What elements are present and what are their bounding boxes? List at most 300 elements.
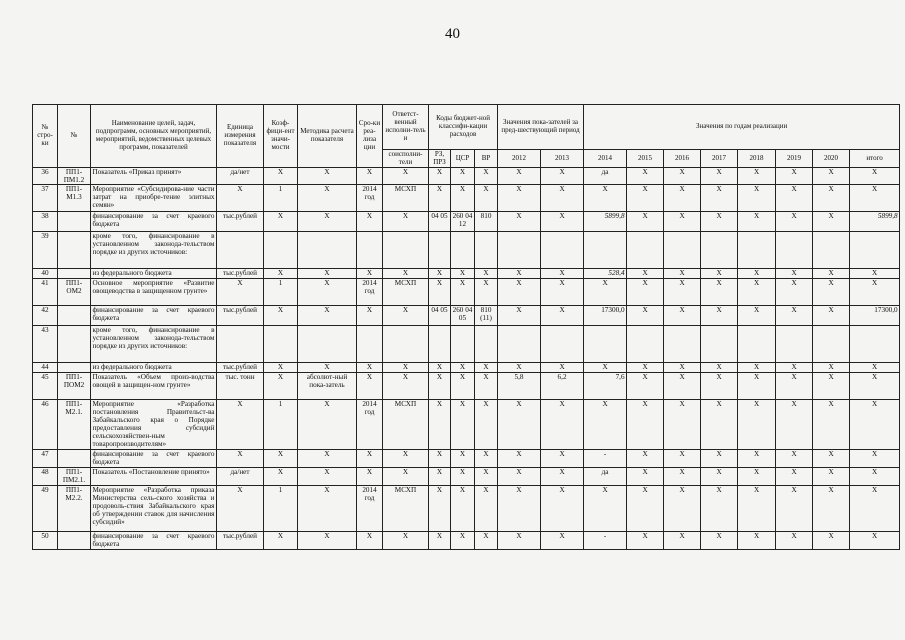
row-coef: 1 bbox=[264, 400, 298, 449]
row-code-vr: X bbox=[475, 531, 498, 549]
row-code-rz: X bbox=[429, 531, 451, 549]
row-value-2012: 5,8 bbox=[498, 373, 541, 400]
row-term: X bbox=[357, 168, 383, 185]
row-value-итого: X bbox=[850, 400, 900, 449]
row-method bbox=[298, 232, 357, 269]
row-value-2016: X bbox=[664, 467, 701, 485]
row-method: X bbox=[298, 168, 357, 185]
row-coef: 1 bbox=[264, 185, 298, 212]
row-method: X bbox=[298, 306, 357, 326]
row-value-2014: X bbox=[584, 485, 627, 531]
row-value-2015 bbox=[627, 326, 664, 363]
row-code-csr: X bbox=[451, 168, 475, 185]
row-term: X bbox=[357, 467, 383, 485]
row-code: ПП1-М2.2. bbox=[58, 485, 91, 531]
row-value-2020: X bbox=[813, 485, 850, 531]
row-value-2016: X bbox=[664, 449, 701, 467]
row-value-2016: X bbox=[664, 306, 701, 326]
row-value-2020 bbox=[813, 326, 850, 363]
row-exec: X bbox=[383, 269, 429, 279]
row-code bbox=[58, 232, 91, 269]
page-number: 40 bbox=[445, 26, 460, 42]
row-value-2014: да bbox=[584, 168, 627, 185]
row-value-2017: X bbox=[701, 363, 738, 373]
header-year-2020: 2020 bbox=[813, 150, 850, 168]
row-number: 39 bbox=[33, 232, 58, 269]
row-value-2013: X bbox=[541, 485, 584, 531]
row-value-итого bbox=[850, 232, 900, 269]
row-value-2017: X bbox=[701, 306, 738, 326]
row-value-2015: X bbox=[627, 185, 664, 212]
row-value-2016: X bbox=[664, 485, 701, 531]
row-method: X bbox=[298, 400, 357, 449]
row-code-rz: X bbox=[429, 168, 451, 185]
row-term: 2014 год bbox=[357, 279, 383, 306]
row-value-2015: X bbox=[627, 269, 664, 279]
row-coef: X bbox=[264, 449, 298, 467]
header-code-vr: ВР bbox=[475, 150, 498, 168]
row-exec: МСХП bbox=[383, 485, 429, 531]
row-unit: X bbox=[217, 400, 264, 449]
row-value-итого: X bbox=[850, 279, 900, 306]
row-value-2019 bbox=[776, 232, 813, 269]
row-value-2019 bbox=[776, 326, 813, 363]
header-terms: Сро-ки реа-лиза ции bbox=[357, 105, 383, 168]
row-unit: X bbox=[217, 449, 264, 467]
row-value-2012: X bbox=[498, 269, 541, 279]
row-value-2019: X bbox=[776, 168, 813, 185]
row-value-2014: X bbox=[584, 400, 627, 449]
row-code: ПП1-М1.3 bbox=[58, 185, 91, 212]
header-year-2012: 2012 bbox=[498, 150, 541, 168]
row-name: финансирование за счет краевого бюджета bbox=[92, 531, 215, 548]
table-row bbox=[33, 363, 900, 373]
row-value-2017 bbox=[701, 232, 738, 269]
row-number: 38 bbox=[33, 212, 58, 232]
row-value-2013: X bbox=[541, 279, 584, 306]
row-code-csr bbox=[451, 326, 475, 363]
row-number: 44 bbox=[33, 363, 58, 373]
row-code-vr: X bbox=[475, 363, 498, 373]
row-value-2017: X bbox=[701, 168, 738, 185]
row-value-итого: X bbox=[850, 363, 900, 373]
row-value-2012: X bbox=[498, 531, 541, 549]
row-value-2015: X bbox=[627, 449, 664, 467]
row-term: X bbox=[357, 373, 383, 400]
row-value-2012: X bbox=[498, 485, 541, 531]
row-code-rz: X bbox=[429, 185, 451, 212]
row-value-2016: X bbox=[664, 279, 701, 306]
row-code-vr: 810 (11) bbox=[475, 306, 498, 326]
row-value-2018: X bbox=[738, 373, 776, 400]
header-method: Методика расчета показателя bbox=[298, 105, 357, 168]
row-value-итого: X bbox=[850, 185, 900, 212]
row-exec: МСХП bbox=[383, 185, 429, 212]
row-code-csr: 260 04 12 bbox=[451, 212, 475, 232]
row-name: финансирование за счет краевого бюджета bbox=[92, 449, 215, 466]
row-name: Мероприятие «Разработка приказа Министерства сель-ского хозяйства и продоволь-ствия Забайкальского края об утверждении ставок для начисления субсидий» bbox=[91, 485, 217, 531]
row-value-2013: X bbox=[541, 467, 584, 485]
row-code bbox=[58, 306, 91, 326]
row-code-csr: X bbox=[451, 449, 475, 467]
row-name: Мероприятие «Разработка постановления Правительст-ва Забайкальского края о Порядке предоставления субсидий сельскохозяйствен-ным товаропроизводителям» bbox=[92, 400, 215, 449]
row-term: X bbox=[357, 531, 383, 549]
row-term: X bbox=[357, 363, 383, 373]
row-code-vr bbox=[475, 326, 498, 363]
row-value-2013: X bbox=[541, 185, 584, 212]
row-name: финансирование за счет краевого бюджета bbox=[91, 306, 217, 326]
row-exec: X bbox=[383, 363, 429, 373]
row-value-2013: 6,2 bbox=[541, 373, 584, 400]
row-value-2020: X bbox=[813, 269, 850, 279]
row-value-2012: X bbox=[498, 212, 541, 232]
row-value-2013: X bbox=[541, 168, 584, 185]
row-exec: МСХП bbox=[383, 279, 429, 306]
row-code-csr: X bbox=[451, 269, 475, 279]
row-value-2015: X bbox=[627, 168, 664, 185]
header-year-2014: 2014 bbox=[584, 150, 627, 168]
row-code-vr: X bbox=[475, 485, 498, 531]
row-value-2017: X bbox=[701, 531, 738, 549]
row-value-2013: X bbox=[541, 400, 584, 449]
row-value-2014: X bbox=[584, 185, 627, 212]
row-value-2020: X bbox=[813, 400, 850, 449]
row-value-2013: X bbox=[541, 212, 584, 232]
row-value-2015: X bbox=[627, 531, 664, 549]
row-number: 40 bbox=[33, 269, 58, 279]
row-code: ПП1-М2.1. bbox=[58, 400, 91, 449]
row-number: 49 bbox=[33, 485, 58, 531]
row-value-2018: X bbox=[738, 306, 776, 326]
row-value-2020: X bbox=[813, 467, 850, 485]
row-method: X bbox=[298, 485, 357, 531]
row-value-2020: X bbox=[813, 531, 850, 549]
row-number: 43 bbox=[33, 326, 58, 363]
row-coef: X bbox=[264, 531, 298, 549]
header-year-2016: 2016 bbox=[664, 150, 701, 168]
row-value-итого: X bbox=[850, 373, 900, 400]
row-number: 46 bbox=[33, 400, 58, 449]
row-number: 41 bbox=[33, 279, 58, 306]
row-value-2016: X bbox=[664, 269, 701, 279]
row-value-итого: X bbox=[850, 168, 900, 185]
row-value-2013 bbox=[541, 326, 584, 363]
table-row bbox=[33, 449, 900, 467]
row-name: финансирование за счет краевого бюджета bbox=[91, 212, 217, 232]
header-year-2017: 2017 bbox=[701, 150, 738, 168]
row-value-2019: X bbox=[776, 185, 813, 212]
row-value-2012: X bbox=[498, 168, 541, 185]
row-value-2019: X bbox=[776, 467, 813, 485]
row-exec bbox=[383, 326, 429, 363]
row-value-2018 bbox=[738, 232, 776, 269]
row-value-2016: X bbox=[664, 373, 701, 400]
row-value-2019: X bbox=[776, 373, 813, 400]
row-method: абсолют-ный пока-затель bbox=[298, 373, 357, 400]
row-value-2019: X bbox=[776, 363, 813, 373]
table-row bbox=[33, 485, 900, 531]
row-code-vr: X bbox=[475, 185, 498, 212]
row-value-2013: X bbox=[541, 449, 584, 467]
header-report: Значения пока-зателей за пред-шествующий период bbox=[498, 105, 584, 150]
row-value-2014 bbox=[584, 326, 627, 363]
row-code-csr: 260 04 05 bbox=[451, 306, 475, 326]
row-name: Мероприятие «Субсидирова-ние части затрат на приобре-тение элитных семян» bbox=[91, 185, 217, 212]
row-name: Основное мероприятие «Развитие овощеводства в защищенном грунте» bbox=[91, 279, 217, 306]
row-code-rz bbox=[429, 232, 451, 269]
row-code-csr: X bbox=[451, 185, 475, 212]
row-value-2018: X bbox=[738, 449, 776, 467]
table-row bbox=[33, 185, 900, 212]
row-value-2017: X bbox=[701, 449, 738, 467]
header-exec: Ответст-венный исполни-тель и bbox=[383, 105, 429, 150]
table-row bbox=[33, 232, 900, 269]
header-unit: Единица измерения показателя bbox=[217, 105, 264, 168]
row-method: X bbox=[298, 269, 357, 279]
row-name: кроме того, финансирование в установленном законода-тельством порядке из других источников: bbox=[91, 326, 217, 363]
row-value-2015: X bbox=[627, 363, 664, 373]
row-value-2014: 5899,8 bbox=[584, 212, 627, 232]
row-value-2018: X bbox=[738, 269, 776, 279]
row-code-csr: X bbox=[451, 485, 475, 531]
row-value-2015: X bbox=[627, 212, 664, 232]
row-coef: 1 bbox=[264, 279, 298, 306]
row-term bbox=[357, 232, 383, 269]
row-value-2015 bbox=[627, 232, 664, 269]
row-exec: X bbox=[383, 531, 429, 549]
row-value-2019: X bbox=[776, 306, 813, 326]
row-code bbox=[58, 326, 91, 363]
row-value-2014: X bbox=[584, 279, 627, 306]
row-value-итого: X bbox=[850, 269, 900, 279]
row-code-rz: X bbox=[429, 449, 451, 467]
row-value-2017: X bbox=[701, 212, 738, 232]
row-code-vr: X bbox=[475, 449, 498, 467]
row-code bbox=[58, 269, 91, 279]
row-term: 2014 год bbox=[357, 400, 383, 449]
row-unit: X bbox=[217, 485, 264, 531]
row-value-итого: X bbox=[850, 467, 900, 485]
row-value-2015: X bbox=[627, 306, 664, 326]
row-value-2012: X bbox=[498, 279, 541, 306]
row-code-rz: X bbox=[429, 400, 451, 449]
row-coef: 1 bbox=[264, 485, 298, 531]
row-method: X bbox=[298, 212, 357, 232]
row-value-2017: X bbox=[701, 185, 738, 212]
row-name: Показатель «Приказ принят» bbox=[91, 168, 217, 185]
table-row bbox=[33, 400, 900, 449]
row-exec: X bbox=[383, 168, 429, 185]
row-value-2012: X bbox=[498, 185, 541, 212]
row-value-2018: X bbox=[738, 185, 776, 212]
row-unit: да/нет bbox=[217, 467, 264, 485]
row-number: 45 bbox=[33, 373, 58, 400]
header-total: итого bbox=[850, 150, 900, 168]
row-value-2012: X bbox=[498, 363, 541, 373]
row-name: Показатель «Объем произ-водства овощей в защищен-ном грунте» bbox=[91, 373, 217, 400]
row-code bbox=[58, 449, 91, 467]
table-row bbox=[33, 168, 900, 185]
row-value-2012: X bbox=[498, 306, 541, 326]
table-row bbox=[33, 212, 900, 232]
row-value-итого: 5899,8 bbox=[850, 212, 900, 232]
row-method: X bbox=[298, 185, 357, 212]
header-year-2013: 2013 bbox=[541, 150, 584, 168]
header-code-rz: РЗ, ПРЗ bbox=[429, 150, 451, 168]
row-exec: X bbox=[383, 212, 429, 232]
row-code-csr: X bbox=[451, 467, 475, 485]
row-code bbox=[58, 212, 91, 232]
row-coef: X bbox=[264, 306, 298, 326]
row-code-vr: X bbox=[475, 400, 498, 449]
row-value-2014 bbox=[584, 232, 627, 269]
row-value-2017: X bbox=[701, 269, 738, 279]
header-name: Наименование целей, задач, подпрограмм, основных мероприятий, мероприятий, ведомственных целевых программ, показателей bbox=[91, 105, 217, 168]
row-exec: X bbox=[383, 449, 429, 467]
row-unit: тыс.рублей bbox=[217, 531, 264, 549]
row-value-2018: X bbox=[738, 363, 776, 373]
row-code bbox=[58, 363, 91, 373]
row-value-2017 bbox=[701, 326, 738, 363]
row-value-2019: X bbox=[776, 212, 813, 232]
row-code-vr: X bbox=[475, 373, 498, 400]
row-code-vr: X bbox=[475, 279, 498, 306]
row-code-vr: X bbox=[475, 467, 498, 485]
row-value-2017: X bbox=[701, 400, 738, 449]
row-method: X bbox=[298, 363, 357, 373]
row-term bbox=[357, 326, 383, 363]
row-value-2014: 17300,0 bbox=[584, 306, 627, 326]
row-value-2020: X bbox=[813, 212, 850, 232]
row-value-итого bbox=[850, 326, 900, 363]
header-row-num: № стро-ки bbox=[33, 105, 58, 168]
row-method bbox=[298, 326, 357, 363]
row-value-2014: 7,6 bbox=[584, 373, 627, 400]
row-code-csr: X bbox=[451, 279, 475, 306]
header-year-2015: 2015 bbox=[627, 150, 664, 168]
row-number: 36 bbox=[33, 168, 58, 185]
row-term: 2014 год bbox=[357, 485, 383, 531]
row-value-2013 bbox=[541, 232, 584, 269]
row-method: X bbox=[298, 279, 357, 306]
header-year-2018: 2018 bbox=[738, 150, 776, 168]
row-unit: тыс.рублей bbox=[217, 212, 264, 232]
row-method: X bbox=[298, 467, 357, 485]
row-name: Показатель «Постановление принято» bbox=[91, 467, 217, 485]
row-value-2016: X bbox=[664, 363, 701, 373]
header-codes: Коды бюджет-ной классифи-кации расходов bbox=[429, 105, 498, 150]
row-value-2019: X bbox=[776, 449, 813, 467]
row-unit bbox=[217, 326, 264, 363]
header-year-2019: 2019 bbox=[776, 150, 813, 168]
row-value-2019: X bbox=[776, 400, 813, 449]
row-name: из федерального бюджета bbox=[91, 269, 217, 279]
row-value-2020: X bbox=[813, 279, 850, 306]
row-code-vr bbox=[475, 232, 498, 269]
row-value-2017: X bbox=[701, 373, 738, 400]
row-value-2020 bbox=[813, 232, 850, 269]
row-code-csr: X bbox=[451, 531, 475, 549]
row-value-2018: X bbox=[738, 212, 776, 232]
row-code-vr: 810 bbox=[475, 212, 498, 232]
row-value-2018: X bbox=[738, 168, 776, 185]
row-value-2018: X bbox=[738, 531, 776, 549]
row-code: ПП1-ПМ1.2 bbox=[58, 168, 91, 185]
row-code: ПП1-ПМ2.1. bbox=[58, 467, 91, 485]
row-value-2013: X bbox=[541, 269, 584, 279]
row-unit: тыс.рублей bbox=[217, 269, 264, 279]
row-code-rz: X bbox=[429, 467, 451, 485]
row-value-2020: X bbox=[813, 363, 850, 373]
row-value-2018 bbox=[738, 326, 776, 363]
row-value-итого: X bbox=[850, 485, 900, 531]
row-name: кроме того, финансирование в установленном законода-тельством порядке из других источников: bbox=[91, 232, 217, 269]
row-value-2012 bbox=[498, 326, 541, 363]
row-unit: X bbox=[217, 185, 264, 212]
row-value-2016: X bbox=[664, 212, 701, 232]
table-body bbox=[33, 168, 900, 550]
row-coef: X bbox=[264, 363, 298, 373]
row-value-2015: X bbox=[627, 485, 664, 531]
row-number: 42 bbox=[33, 306, 58, 326]
row-coef: X bbox=[264, 467, 298, 485]
row-code-rz: X bbox=[429, 485, 451, 531]
row-value-2019: X bbox=[776, 269, 813, 279]
row-value-2015: X bbox=[627, 373, 664, 400]
row-code-rz: X bbox=[429, 269, 451, 279]
row-value-2018: X bbox=[738, 467, 776, 485]
row-value-2016: X bbox=[664, 400, 701, 449]
row-code-rz: X bbox=[429, 373, 451, 400]
row-value-2017: X bbox=[701, 279, 738, 306]
row-unit: да/нет bbox=[217, 168, 264, 185]
row-value-2014: 528,4 bbox=[584, 269, 627, 279]
header-num: № bbox=[58, 105, 91, 168]
row-value-2014: - bbox=[584, 531, 627, 549]
program-table bbox=[32, 104, 900, 550]
row-term: X bbox=[357, 449, 383, 467]
row-value-2019: X bbox=[776, 531, 813, 549]
row-coef: X bbox=[264, 269, 298, 279]
row-coef: X bbox=[264, 212, 298, 232]
row-value-2014: да bbox=[584, 467, 627, 485]
row-value-2012: X bbox=[498, 449, 541, 467]
row-unit: тыс.рублей bbox=[217, 363, 264, 373]
row-method: X bbox=[298, 531, 357, 549]
row-value-2018: X bbox=[738, 400, 776, 449]
table-row bbox=[33, 306, 900, 326]
row-value-2020: X bbox=[813, 449, 850, 467]
row-value-итого: X bbox=[850, 531, 900, 549]
table-row bbox=[33, 531, 900, 549]
row-code-csr: X bbox=[451, 373, 475, 400]
header-values-by-years: Значения по годам реализации bbox=[584, 105, 900, 150]
row-value-2015: X bbox=[627, 467, 664, 485]
row-exec bbox=[383, 232, 429, 269]
row-value-2016: X bbox=[664, 185, 701, 212]
row-number: 50 bbox=[33, 531, 58, 549]
row-exec: X bbox=[383, 373, 429, 400]
row-value-2012: X bbox=[498, 400, 541, 449]
row-exec: X bbox=[383, 306, 429, 326]
row-code-csr: X bbox=[451, 400, 475, 449]
row-value-2013: X bbox=[541, 363, 584, 373]
table-row bbox=[33, 467, 900, 485]
row-number: 47 bbox=[33, 449, 58, 467]
row-value-2019: X bbox=[776, 485, 813, 531]
row-value-2016 bbox=[664, 326, 701, 363]
row-value-2014: X bbox=[584, 363, 627, 373]
